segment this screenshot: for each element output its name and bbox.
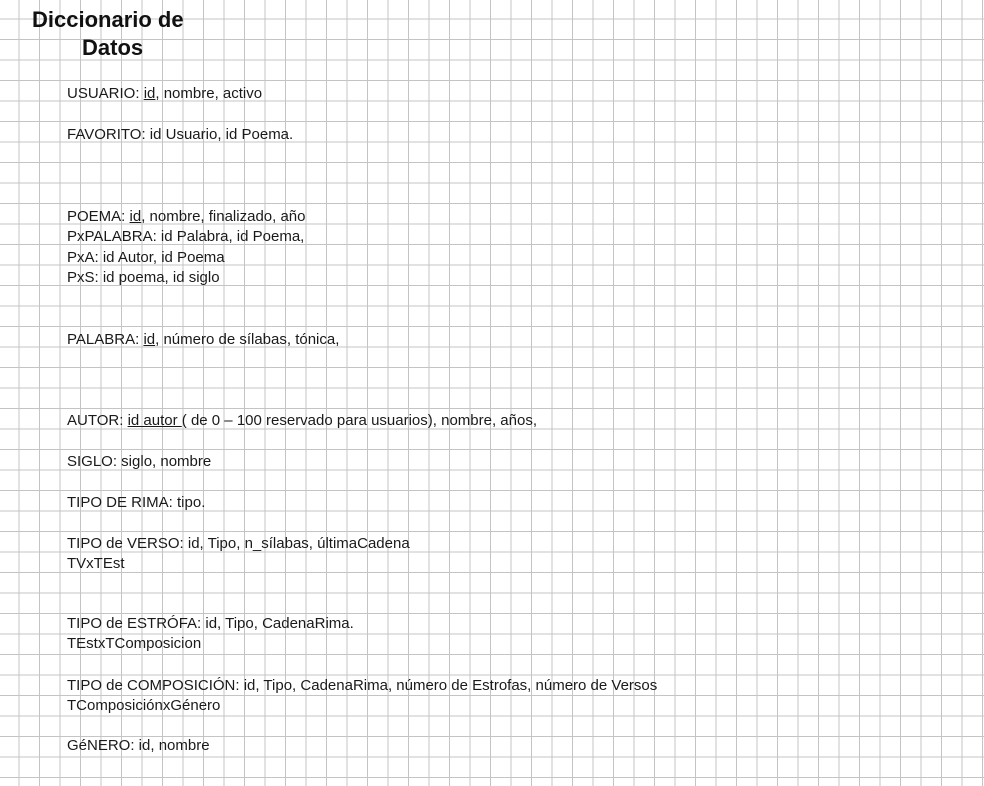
entry-pxs: PxS: id poema, id siglo — [67, 269, 220, 286]
page-title — [32, 6, 232, 62]
primary-key: id — [129, 208, 142, 225]
entity-name: USUARIO: — [67, 85, 140, 102]
entry-poema — [67, 207, 306, 228]
entry-tipo-estrofa: TIPO de ESTRÓFA: id, Tipo, CadenaRima. — [67, 615, 354, 632]
entry-siglo: SIGLO: siglo, nombre — [67, 453, 212, 470]
entry-tipo-composicion: TIPO de COMPOSICIÓN: id, Tipo, CadenaRima, número de Estrofas, número de Versos — [67, 677, 658, 694]
entry-tcomposicionxgenero: TComposiciónxGénero — [67, 697, 221, 714]
primary-key: id autor — [127, 412, 182, 429]
page-title-line-2: Datos — [82, 35, 144, 60]
entity-attributes: , nombre, finalizado, año — [141, 208, 306, 225]
entity-attributes: , número de sílabas, tónica, — [155, 331, 340, 348]
entry-tipo-verso: TIPO de VERSO: id, Tipo, n_sílabas, últimaCadena — [67, 535, 410, 552]
entity-name: POEMA: — [67, 208, 126, 225]
entry-genero: GéNERO: id, nombre — [67, 737, 210, 754]
entity-attributes: ( de 0 – 100 reservado para usuarios), nombre, años, — [181, 412, 537, 429]
entry-autor — [67, 411, 537, 432]
entry-tipo-rima: TIPO DE RIMA: tipo. — [67, 494, 206, 511]
primary-key: id — [143, 85, 156, 102]
page-title-line-1: Diccionario de — [32, 7, 184, 32]
entry-palabra — [67, 330, 339, 351]
entry-pxa: PxA: id Autor, id Poema — [67, 249, 225, 266]
entity-name: PALABRA: — [67, 331, 140, 348]
entry-pxpalabra: PxPALABRA: id Palabra, id Poema, — [67, 228, 305, 245]
entry-testxtcomposicion: TEstxTComposicion — [67, 635, 202, 652]
entity-name: AUTOR: — [67, 412, 124, 429]
primary-key: id — [143, 331, 156, 348]
entry-usuario — [67, 84, 262, 105]
entity-attributes: , nombre, activo — [155, 85, 263, 102]
entry-tvxtest: TVxTEst — [67, 555, 125, 572]
entry-favorito: FAVORITO: id Usuario, id Poema. — [67, 126, 294, 143]
